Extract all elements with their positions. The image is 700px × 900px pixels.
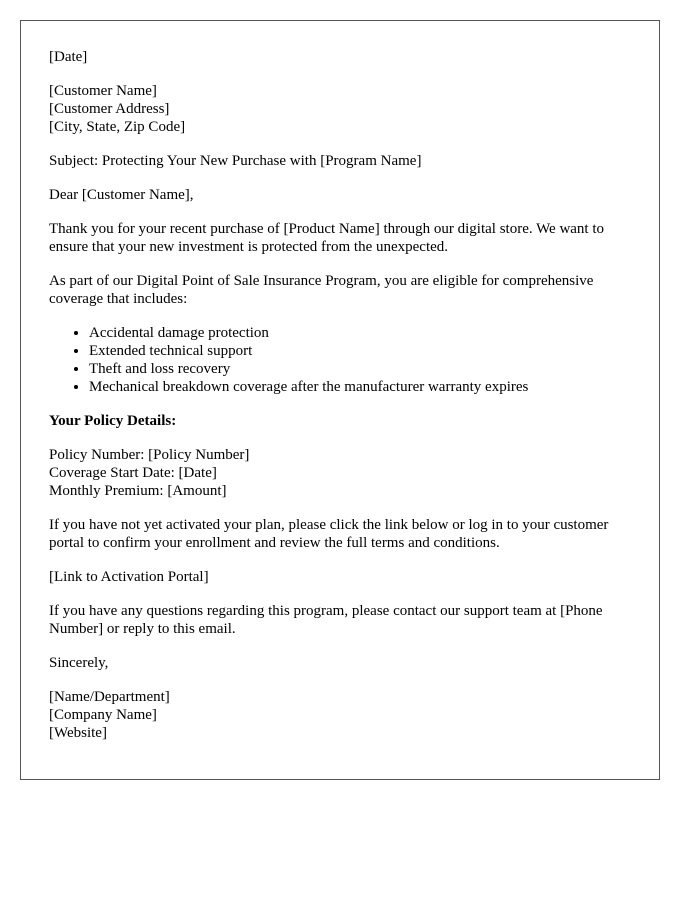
policy-details-heading: Your Policy Details: — [49, 413, 177, 429]
letter-closing: Sincerely, — [49, 655, 109, 671]
recipient-city-line: [City, State, Zip Code] — [49, 119, 186, 135]
signature-block — [49, 688, 631, 742]
eligibility-paragraph: As part of our Digital Point of Sale Insurance Program, you are eligible for comprehensive coverage that includes: — [49, 273, 594, 307]
contact-paragraph: If you have any questions regarding this program, please contact our support team at [Phone Number] or reply to this email. — [49, 603, 603, 637]
coverage-list-item: • Mechanical breakdown coverage after the manufacturer warranty expires — [89, 378, 631, 396]
signature-name-department: [Name/Department] — [49, 689, 170, 705]
coverage-start-date: Coverage Start Date: [Date] — [49, 465, 217, 481]
recipient-address: [Customer Address] — [49, 101, 170, 117]
date-block — [49, 48, 631, 66]
coverage-list — [49, 324, 631, 396]
policy-number: Policy Number: [Policy Number] — [49, 447, 250, 463]
recipient-name: [Customer Name] — [49, 83, 157, 99]
activation-paragraph: If you have not yet activated your plan, please click the link below or log in to your customer portal to confirm your enrollment and review the full terms and conditions. — [49, 517, 609, 551]
letter-date: [Date] — [49, 49, 88, 65]
monthly-premium: Monthly Premium: [Amount] — [49, 483, 227, 499]
coverage-list-item: • Theft and loss recovery — [89, 360, 631, 378]
activation-link-placeholder: [Link to Activation Portal] — [49, 569, 209, 585]
signature-website: [Website] — [49, 725, 107, 741]
coverage-list-item: • Extended technical support — [89, 342, 631, 360]
intro-paragraph: Thank you for your recent purchase of [Product Name] through our digital store. We want to ensure that your new investment is protected from the unexpected. — [49, 221, 605, 255]
policy-details-block — [49, 446, 631, 500]
letter-salutation: Dear [Customer Name], — [49, 187, 194, 203]
letter-document — [20, 20, 660, 780]
recipient-address-block — [49, 82, 631, 136]
coverage-list-item: • Accidental damage protection — [89, 324, 631, 342]
letter-subject: Subject: Protecting Your New Purchase with [Program Name] — [49, 153, 422, 169]
signature-company: [Company Name] — [49, 707, 157, 723]
